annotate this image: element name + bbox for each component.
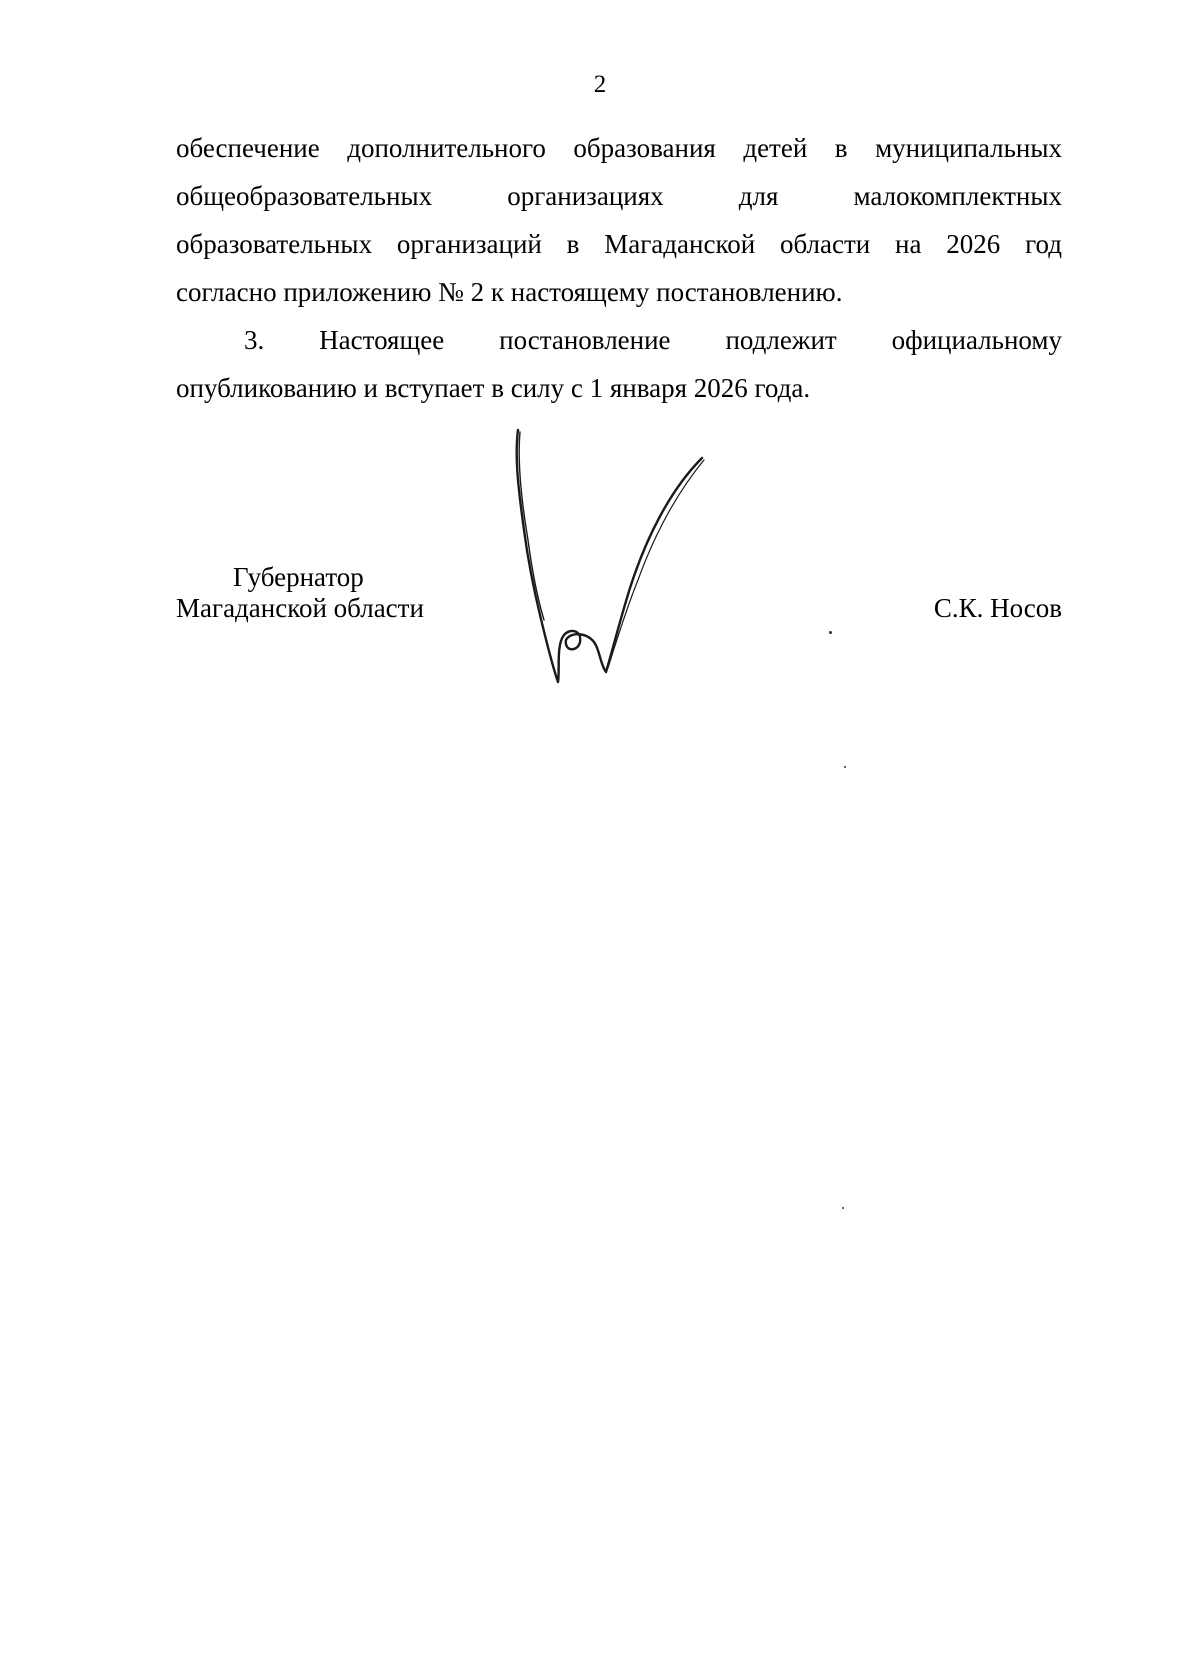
paragraph-2-line-3: образовательных организаций в Магаданской области на 2026 год bbox=[176, 229, 1062, 259]
paragraph-2-line-1: обеспечение дополнительного образования детей в муниципальных bbox=[176, 133, 1062, 163]
paragraph-2-line-2: общеобразовательных организациях для малокомплектных bbox=[176, 181, 1062, 211]
signatory-position-line-2: Магаданской области bbox=[176, 593, 424, 623]
page-number: 2 bbox=[593, 71, 607, 98]
signatory-position-line-1: Губернатор bbox=[233, 562, 364, 592]
paragraph-3-line-2: опубликованию и вступает в силу с 1 января 2026 года. bbox=[176, 373, 811, 403]
signatory-name: С.К. Носов bbox=[933, 593, 1062, 623]
signatory-position bbox=[176, 562, 424, 624]
scan-speck bbox=[842, 1207, 844, 1209]
paragraph-3-line-1: 3. Настоящее постановление подлежит официальному bbox=[244, 325, 1062, 355]
scan-speck bbox=[844, 766, 846, 768]
paragraph-2-line-4: согласно приложению № 2 к настоящему постановлению. bbox=[176, 277, 843, 307]
body-text bbox=[176, 124, 1062, 412]
handwritten-signature bbox=[490, 420, 750, 700]
scan-speck bbox=[829, 631, 832, 634]
